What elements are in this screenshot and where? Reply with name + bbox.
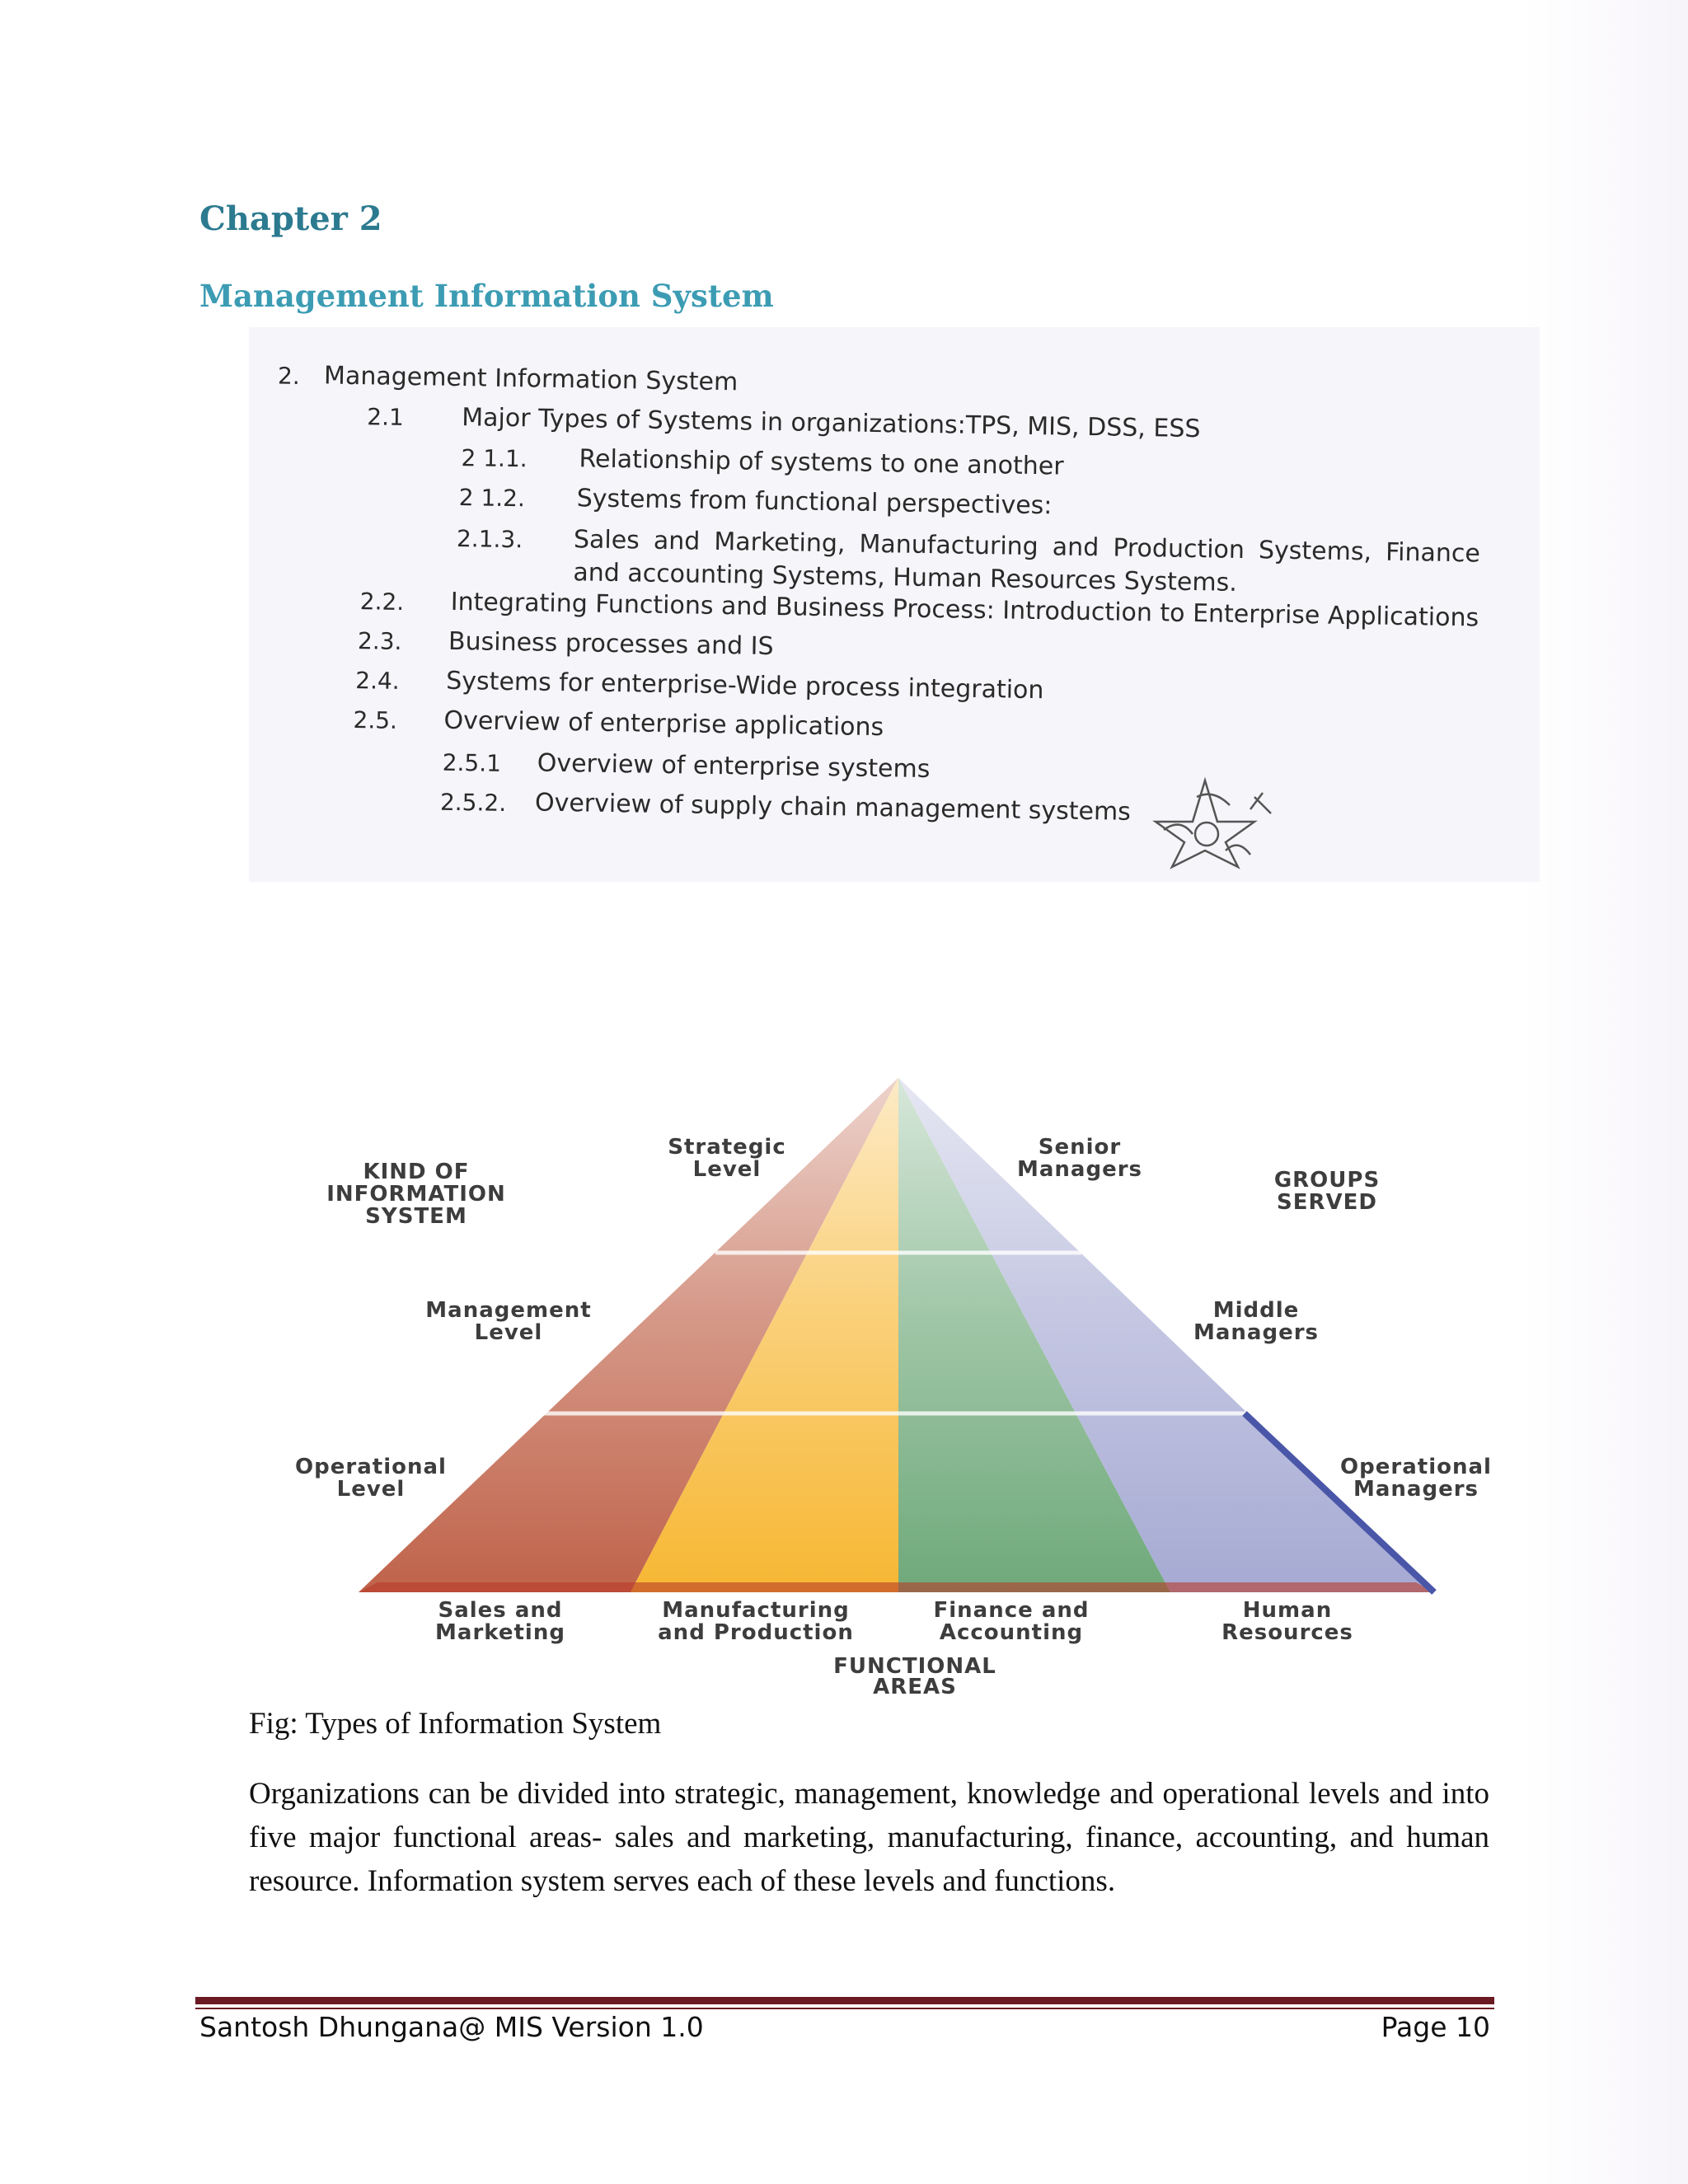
svg-text:FUNCTIONALAREAS: [833, 1654, 996, 1699]
level-label-right: Operational: [1340, 1455, 1492, 1479]
syllabus-num: 2.1.3.: [456, 524, 523, 554]
level-label-left: Strategic: [668, 1135, 786, 1160]
syllabus-line: Overview of enterprise applications: [443, 705, 884, 743]
area-label: Marketing: [435, 1620, 565, 1645]
svg-text:StrategicLevel: [668, 1135, 786, 1182]
svg-text:HumanResources: [1221, 1598, 1353, 1645]
bottom-heading-line: FUNCTIONAL: [833, 1654, 996, 1679]
level-label-left: Level: [336, 1477, 406, 1502]
syllabus-line: Systems from functional perspectives:: [576, 484, 1053, 521]
area-label: Finance and: [933, 1598, 1090, 1623]
svg-text:OperationalLevel: [295, 1455, 447, 1502]
syllabus-num: 2.5.1: [442, 748, 502, 777]
area-label: and Production: [658, 1620, 854, 1645]
pyramid-base-edge: [359, 1582, 1434, 1592]
syllabus-line: Integrating Functions and Business Process: Introduction to Enterprise Applications: [450, 587, 1479, 633]
footer-author: Santosh Dhungana@ MIS Version 1.0: [199, 2011, 704, 2043]
syllabus-num: 2.1: [367, 403, 405, 431]
syllabus-num: 2.3.: [357, 627, 402, 655]
level-label-right: Senior: [1038, 1135, 1122, 1160]
level-label-left: Operational: [295, 1455, 447, 1479]
level-label-right: Managers: [1353, 1477, 1479, 1502]
syllabus-num: 2.5.: [353, 706, 398, 734]
section-title: Management Information System: [199, 278, 774, 314]
syllabus-num: 2 1.2.: [458, 484, 526, 513]
svg-text:SeniorManagers: [1017, 1135, 1142, 1182]
syllabus-num: 2 1.1.: [461, 444, 528, 473]
right-heading-line: SERVED: [1277, 1190, 1377, 1215]
level-label-right: Middle: [1212, 1298, 1300, 1323]
level-label-right: Managers: [1016, 1157, 1143, 1182]
syllabus-num: 2.4.: [355, 667, 400, 695]
area-label: Accounting: [939, 1620, 1084, 1645]
body-paragraph: Organizations can be divided into strategic, management, knowledge and operational levels and into five major functional areas- sales and marketing, manufacturing, finance, accounting, and human resource. Information system serves each of these levels and functions.: [249, 1777, 1489, 1898]
svg-text:ManagementLevel: [425, 1298, 591, 1345]
left-heading-line: KIND OF: [363, 1160, 470, 1184]
syllabus-line: Major Types of Systems in organizations:TPS, MIS, DSS, ESS: [462, 403, 1201, 444]
svg-text:MiddleManagers: [1193, 1298, 1319, 1345]
footer-rule: [195, 1997, 1494, 2004]
area-label: Human: [1242, 1598, 1333, 1623]
chapter-title: Chapter 2: [199, 199, 382, 238]
page-edge-shadow: [1523, 0, 1688, 2184]
information-system-pyramid: [264, 1071, 1517, 1714]
level-label-right: Managers: [1193, 1320, 1320, 1345]
svg-text:Manufacturingand Production: [658, 1598, 854, 1645]
signature-stamp-icon: [1147, 772, 1304, 871]
level-label-left: Level: [692, 1157, 762, 1182]
svg-text:Finance andAccounting: [933, 1598, 1089, 1645]
footer-rule-thin: [195, 2008, 1494, 2009]
svg-text:KIND OFINFORMATIONSYSTEM: [326, 1160, 506, 1229]
right-heading-line: GROUPS: [1273, 1168, 1381, 1193]
syllabus-num: 2.2.: [359, 588, 405, 616]
syllabus-line: Overview of enterprise systems: [537, 748, 931, 785]
svg-text:OperationalManagers: [1340, 1455, 1492, 1502]
left-heading-line: INFORMATION: [326, 1182, 506, 1207]
footer-page-number: Page 10: [1381, 2011, 1490, 2043]
syllabus-line: Business processes and IS: [448, 626, 774, 662]
level-label-left: Level: [474, 1320, 543, 1345]
area-label: Resources: [1221, 1620, 1353, 1645]
syllabus-line: Management Information System: [323, 361, 738, 397]
syllabus-num: 2.: [277, 362, 301, 390]
bottom-heading-line: AREAS: [873, 1675, 957, 1699]
syllabus-scan: [249, 327, 1540, 882]
svg-text:Sales andMarketing: [435, 1598, 565, 1645]
syllabus-line: Sales and Marketing, Manufacturing and Production Systems, Finance and accounting Systems, Human Resources Systems.: [573, 525, 1481, 598]
syllabus-num: 2.5.2.: [439, 788, 507, 817]
figure-caption: Fig: Types of Information System: [249, 1707, 662, 1741]
syllabus-line: Relationship of systems to one another: [579, 444, 1064, 481]
svg-text:GROUPSSERVED: [1274, 1168, 1380, 1215]
area-label: Manufacturing: [662, 1598, 850, 1623]
syllabus-line: Systems for enterprise-Wide process integration: [446, 666, 1044, 705]
level-label-left: Management: [425, 1298, 592, 1323]
left-heading-line: SYSTEM: [365, 1204, 467, 1229]
area-label: Sales and: [438, 1598, 563, 1623]
syllabus-line: Overview of supply chain management systems: [534, 788, 1132, 827]
